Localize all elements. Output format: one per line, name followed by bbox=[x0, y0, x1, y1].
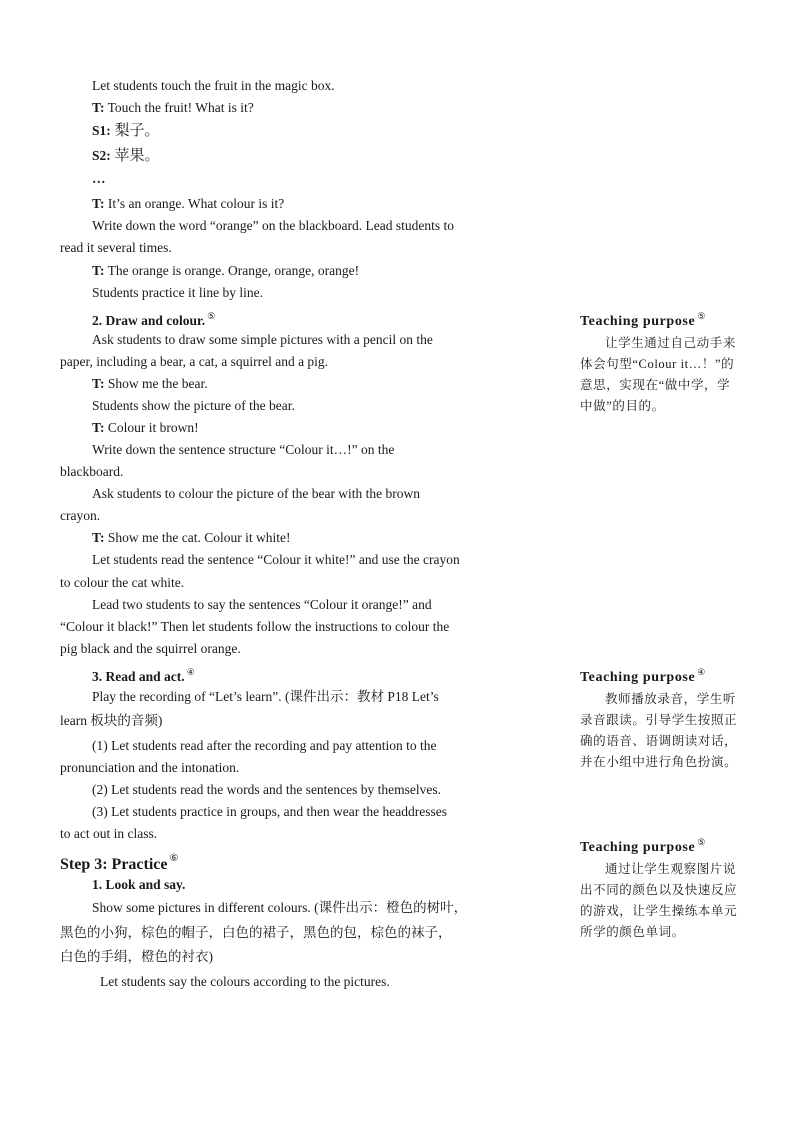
paragraph-line: to colour the cat white. bbox=[60, 575, 185, 590]
paragraph-line: 黑色的小狗，棕色的帽子，白色的裙子，黑色的包，棕色的袜子， bbox=[60, 925, 452, 940]
ellipsis-line: … bbox=[92, 171, 106, 186]
paragraph-line: learn 板块的音频) bbox=[60, 713, 163, 728]
paragraph-line: Students show the picture of the bear. bbox=[92, 398, 295, 413]
speaker-label: T: bbox=[92, 263, 105, 278]
note-title: Teaching purpose bbox=[580, 670, 696, 685]
paragraph-line: pig black and the squirrel orange. bbox=[60, 641, 241, 656]
speaker-label: T: bbox=[92, 196, 105, 211]
footnote-marker: ④ bbox=[186, 667, 195, 677]
paragraph-line: “Colour it black!” Then let students follow the instructions to colour the bbox=[60, 619, 450, 634]
dialogue-line: S2: 苹果。 bbox=[92, 148, 160, 164]
paragraph-line: Let students touch the fruit in the magic box. bbox=[92, 78, 335, 93]
dialogue-line: T: Show me the bear. bbox=[92, 376, 208, 391]
paragraph-line: Lead two students to say the sentences “Colour it orange!” and bbox=[92, 597, 432, 612]
dialogue-line: T: It’s an orange. What colour is it? bbox=[92, 196, 285, 211]
note-title: Teaching purpose bbox=[580, 840, 696, 855]
paragraph-line: pronunciation and the intonation. bbox=[60, 760, 240, 775]
paragraph-line: read it several times. bbox=[60, 240, 172, 255]
dialogue-line: T: The orange is orange. Orange, orange, orange! bbox=[92, 263, 360, 278]
footnote-marker: ⑤ bbox=[697, 837, 706, 847]
note-title: Teaching purpose bbox=[580, 314, 696, 329]
footnote-marker: ④ bbox=[697, 667, 706, 677]
footnote-marker: ⑥ bbox=[169, 853, 179, 864]
teaching-purpose-note: Teaching purpose ④ 教师播放录音，学生听 录音跟读。引导学生按照正 确的语音、语调朗读对话， 并在小组中进行角色扮演。 bbox=[580, 667, 738, 769]
paragraph-line: Ask students to colour the picture of the bear with the brown bbox=[92, 486, 421, 501]
speaker-label: T: bbox=[92, 420, 105, 435]
teaching-purpose-note: Teaching purpose ⑤ 通过让学生观察图片说 出不同的颜色以及快速反应 的游戏，让学生操练本单元 所学的颜色单词。 bbox=[580, 837, 738, 939]
paragraph-line: (1) Let students read after the recording and pay attention to the bbox=[92, 738, 437, 753]
paragraph-line: Show some pictures in different colours. (课件出示：橙色的树叶， bbox=[92, 900, 468, 915]
dialogue-line: T: Colour it brown! bbox=[92, 420, 199, 435]
section-heading-look-and-say: 1. Look and say. bbox=[92, 877, 186, 892]
paragraph-line: Write down the word “orange” on the blackboard. Lead students to bbox=[92, 218, 454, 233]
section-heading-draw-and-colour: 2. Draw and colour. ⑤ bbox=[92, 311, 216, 328]
speaker-label: S1: bbox=[92, 123, 111, 138]
speaker-label: T: bbox=[92, 376, 105, 391]
paragraph-line: to act out in class. bbox=[60, 826, 158, 841]
speaker-label: T: bbox=[92, 530, 105, 545]
paragraph-line: Let students read the sentence “Colour it white!” and use the crayon bbox=[92, 552, 460, 567]
dialogue-line: T: Touch the fruit! What is it? bbox=[92, 100, 254, 115]
footnote-marker: ⑤ bbox=[697, 311, 706, 321]
step-heading-practice: Step 3: Practice ⑥ bbox=[60, 853, 179, 873]
dialogue-line: S1: 梨子。 bbox=[92, 123, 160, 139]
speaker-label: T: bbox=[92, 100, 105, 115]
paragraph-line: crayon. bbox=[60, 508, 101, 523]
paragraph-line: Play the recording of “Let’s learn”. (课件出示：教材 P18 Let’s bbox=[92, 689, 439, 704]
paragraph-line: Let students say the colours according to the pictures. bbox=[100, 974, 390, 989]
paragraph-line: (3) Let students practice in groups, and then wear the headdresses bbox=[92, 804, 448, 819]
teaching-purpose-note: Teaching purpose ⑤ 让学生通过自己动手来 体会句型“Colour it…！”的 意思，实现在“做中学，学 中做”的目的。 bbox=[580, 311, 737, 413]
paragraph-line: Ask students to draw some simple pictures with a pencil on the bbox=[92, 332, 433, 347]
paragraph-line: 白色的手绢，橙色的衬衣) bbox=[60, 949, 213, 964]
paragraph-line: Students practice it line by line. bbox=[92, 285, 263, 300]
paragraph-line: Write down the sentence structure “Colour it…!” on the bbox=[92, 442, 395, 457]
section-heading-read-and-act: 3. Read and act. ④ bbox=[92, 667, 195, 684]
dialogue-line: T: Show me the cat. Colour it white! bbox=[92, 530, 291, 545]
footnote-marker: ⑤ bbox=[207, 311, 216, 321]
paragraph-line: (2) Let students read the words and the sentences by themselves. bbox=[92, 782, 442, 797]
paragraph-line: paper, including a bear, a cat, a squirrel and a pig. bbox=[60, 354, 329, 369]
paragraph-line: blackboard. bbox=[60, 464, 124, 479]
speaker-label: S2: bbox=[92, 148, 111, 163]
